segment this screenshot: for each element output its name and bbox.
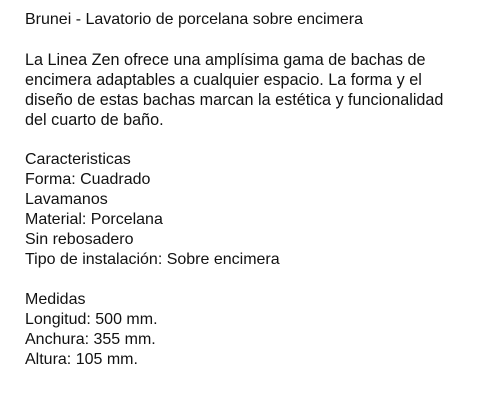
intro-line: del cuarto de baño. [25,111,164,129]
intro-line: diseño de estas bachas marcan la estética y funcionalidad [25,91,444,109]
feature-type: Lavamanos [25,191,108,208]
feature-shape: Forma: Cuadrado [25,171,151,188]
intro-line: La Linea Zen ofrece una amplísima gama de bachas de [25,51,426,69]
measures-heading: Medidas [25,291,86,308]
measure-height: Altura: 105 mm. [25,351,138,368]
product-title: Brunei - Lavatorio de porcelana sobre encimera [25,11,363,28]
features-heading: Caracteristicas [25,151,131,168]
product-intro [25,50,497,130]
measures-section [25,290,500,370]
measure-width: Anchura: 355 mm. [25,331,156,348]
feature-material: Material: Porcelana [25,211,163,228]
features-section [25,150,500,270]
feature-installation: Tipo de instalación: Sobre encimera [25,251,280,268]
feature-overflow: Sin rebosadero [25,231,134,248]
intro-line: encimera adaptables a cualquier espacio. La forma y el [25,71,422,89]
measure-length: Longitud: 500 mm. [25,311,158,328]
